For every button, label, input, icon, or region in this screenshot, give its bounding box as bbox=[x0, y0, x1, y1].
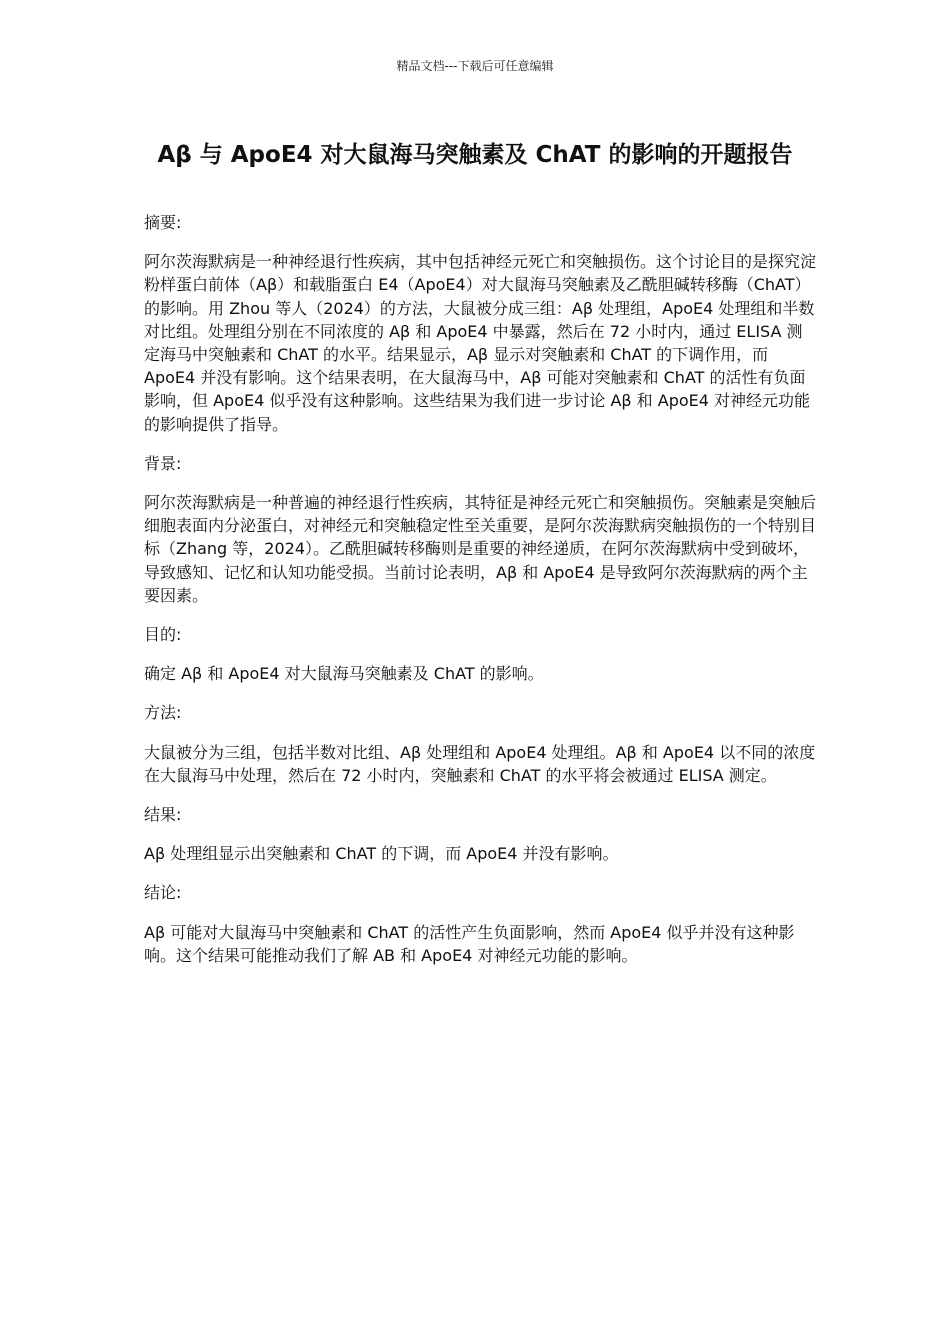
section-methods bbox=[144, 701, 816, 787]
section-objective bbox=[144, 623, 816, 685]
section-label-methods: 方法: bbox=[144, 703, 182, 723]
section-body-background: 阿尔茨海默病是一种普遍的神经退行性疾病，其特征是神经元死亡和突触损伤。突触素是突触后细胞表面内分泌蛋白，对神经元和突触稳定性至关重要，是阿尔茨海默病突触损伤的一个特别目标（Zhang 等，2024）。乙酰胆碱转移酶则是重要的神经递质，在阿尔茨海默病中受到破坏，导致感知、记忆和认知功能受损。当前讨论表明，Aβ 和 ApoE4 是导致阿尔茨海默病的两个主要因素。 bbox=[144, 493, 817, 605]
section-label-conclusion: 结论: bbox=[144, 883, 182, 903]
section-label-results: 结果: bbox=[144, 805, 182, 825]
section-body-results: Aβ 处理组显示出突触素和 ChAT 的下调，而 ApoE4 并没有影响。 bbox=[144, 844, 619, 864]
section-results bbox=[144, 803, 816, 865]
section-label-objective: 目的: bbox=[144, 625, 182, 645]
section-body-conclusion: Aβ 可能对大鼠海马中突触素和 ChAT 的活性产生负面影响，然而 ApoE4 似乎并没有这种影响。这个结果可能推动我们了解 AB 和 ApoE4 对神经元功能的影响。 bbox=[144, 922, 795, 965]
section-conclusion bbox=[144, 881, 816, 967]
section-background bbox=[144, 452, 816, 607]
section-body-objective: 确定 Aβ 和 ApoE4 对大鼠海马突触素及 ChAT 的影响。 bbox=[144, 664, 544, 684]
document-body bbox=[144, 211, 816, 983]
section-abstract bbox=[144, 211, 816, 436]
header-note: 精品文档---下载后可任意编辑 bbox=[396, 59, 554, 73]
section-body-abstract: 阿尔茨海默病是一种神经退行性疾病，其中包括神经元死亡和突触损伤。这个讨论目的是探究淀粉样蛋白前体（Aβ）和载脂蛋白 E4（ApoE4）对大鼠海马突触素及乙酰胆碱转移酶（ChAT）的影响。用 Zhou 等人（2024）的方法，大鼠被分成三组：Aβ 处理组，ApoE4 处理组和半数对比组。处理组分别在不同浓度的 Aβ 和 ApoE4 中暴露，然后在 72 小时内，通过 ELISA 测定海马中突触素和 ChAT 的水平。结果显示，Aβ 显示对突触素和 ChAT 的下调作用，而 ApoE4 并没有影响。这个结果表明，在大鼠海马中，Aβ 可能对突触素和 ChAT 的活性有负面影响，但 ApoE4 似乎没有这种影响。这些结果为我们进一步讨论 Aβ 和 ApoE4 对神经元功能的影响提供了指导。 bbox=[144, 252, 817, 434]
section-label-background: 背景: bbox=[144, 453, 182, 473]
section-label-abstract: 摘要: bbox=[144, 213, 182, 232]
section-body-methods: 大鼠被分为三组，包括半数对比组、Aβ 处理组和 ApoE4 处理组。Aβ 和 ApoE4 以不同的浓度在大鼠海马中处理，然后在 72 小时内，突触素和 ChAT 的水平将会被通过 ELISA 测定。 bbox=[144, 742, 816, 785]
document-title: Aβ 与 ApoE4 对大鼠海马突触素及 ChAT 的影响的开题报告 bbox=[157, 142, 793, 168]
